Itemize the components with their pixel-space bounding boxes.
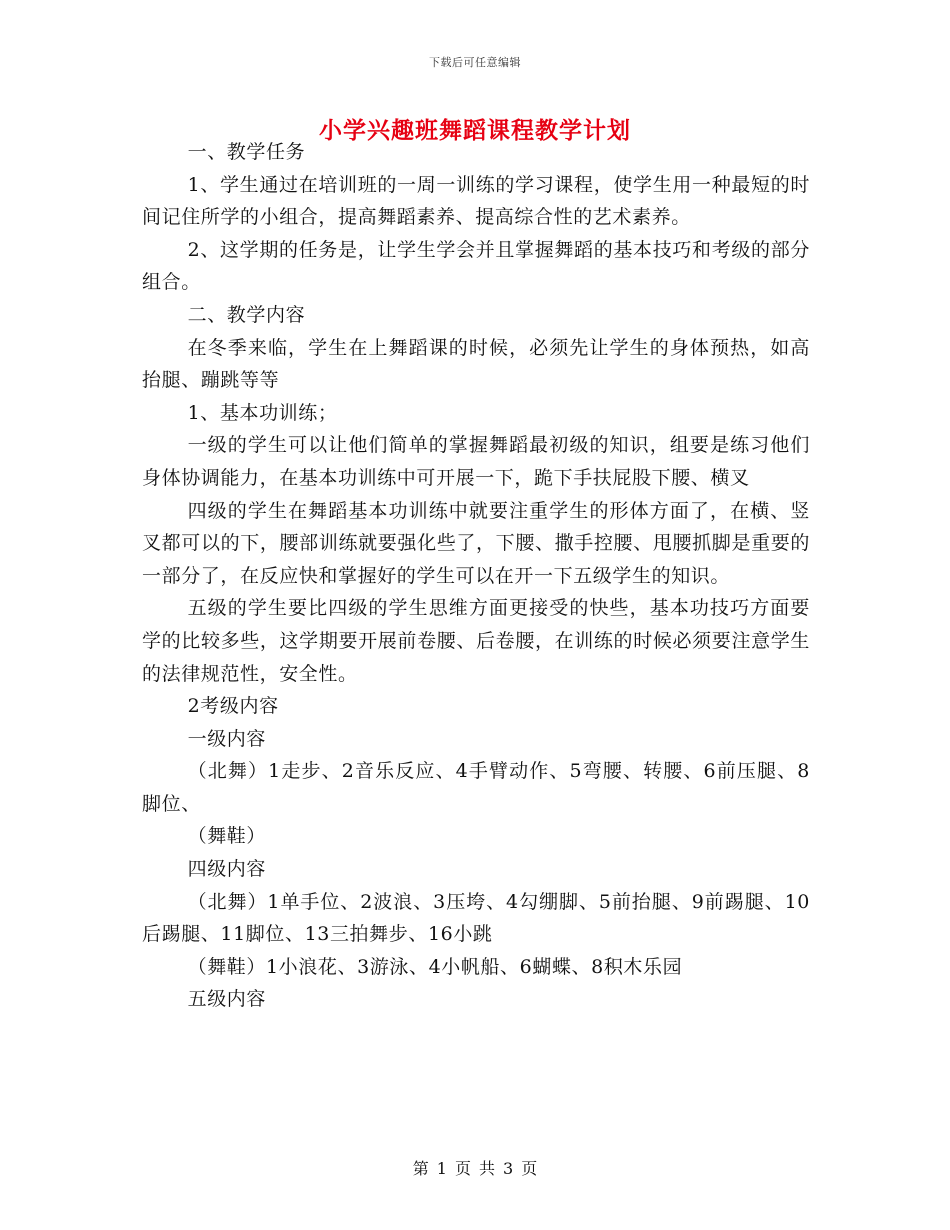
header-note: 下载后可任意编辑 xyxy=(429,56,521,69)
paragraph: 在冬季来临，学生在上舞蹈课的时候，必须先让学生的身体预热，如高抬腿、蹦跳等等 xyxy=(142,336,810,392)
subheading-level-4: 四级内容 xyxy=(187,858,266,881)
footer-label-ye: 页 xyxy=(454,1159,471,1178)
paragraph: 五级的学生要比四级的学生思维方面更接受的快些，基本功技巧方面要学的比较多些，这学期要开展前卷腰、后卷腰，在训练的时候必须要注意学生的法律规范性，安全性。 xyxy=(142,597,810,685)
subheading-basic-training: 1、基本功训练； xyxy=(187,401,338,424)
subheading-level-5: 五级内容 xyxy=(187,988,266,1011)
paragraph: （舞鞋） xyxy=(187,825,266,848)
paragraph: （北舞）1单手位、2波浪、3压垮、4勾绷脚、5前抬腿、9前踢腿、10后踢腿、11脚位、13三拍舞步、16小跳 xyxy=(142,890,810,946)
footer-label-ye2: 页 xyxy=(521,1159,538,1178)
document-body xyxy=(142,136,810,1016)
footer-total-pages: 3 xyxy=(503,1159,514,1178)
subheading-level-1: 一级内容 xyxy=(187,727,266,750)
paragraph: 1、学生通过在培训班的一周一训练的学习课程，使学生用一种最短的时间记住所学的小组合，提高舞蹈素养、提高综合性的艺术素养。 xyxy=(142,173,810,229)
paragraph: 一级的学生可以让他们简单的掌握舞蹈最初级的知识，组要是练习他们身体协调能力，在基本功训练中可开展一下，跪下手扶屁股下腰、横叉 xyxy=(142,434,810,489)
section-heading-tasks: 一、教学任务 xyxy=(187,141,306,163)
paragraph: 四级的学生在舞蹈基本功训练中就要注重学生的形体方面了，在横、竖叉都可以的下，腰部训练就要强化些了，下腰、撒手控腰、甩腰抓脚是重要的一部分了，在反应快和掌握好的学生可以在开一下五级学生的知识。 xyxy=(142,499,810,587)
section-heading-content: 二、教学内容 xyxy=(187,303,306,326)
document-title: 小学兴趣班舞蹈课程教学计划 xyxy=(319,117,631,144)
footer-current-page: 1 xyxy=(436,1159,447,1178)
paragraph: 2、这学期的任务是，让学生学会并且掌握舞蹈的基本技巧和考级的部分组合。 xyxy=(142,238,810,294)
footer-label-gong: 共 xyxy=(479,1159,496,1178)
subheading-exam-content: 2考级内容 xyxy=(187,695,279,718)
page-footer xyxy=(0,1156,950,1179)
paragraph: （舞鞋）1小浪花、3游泳、4小帆船、6蝴蝶、8积木乐园 xyxy=(187,955,683,978)
paragraph: （北舞）1走步、2音乐反应、4手臂动作、5弯腰、转腰、6前压腿、8脚位、 xyxy=(142,760,810,815)
footer-label-di: 第 xyxy=(412,1159,429,1178)
